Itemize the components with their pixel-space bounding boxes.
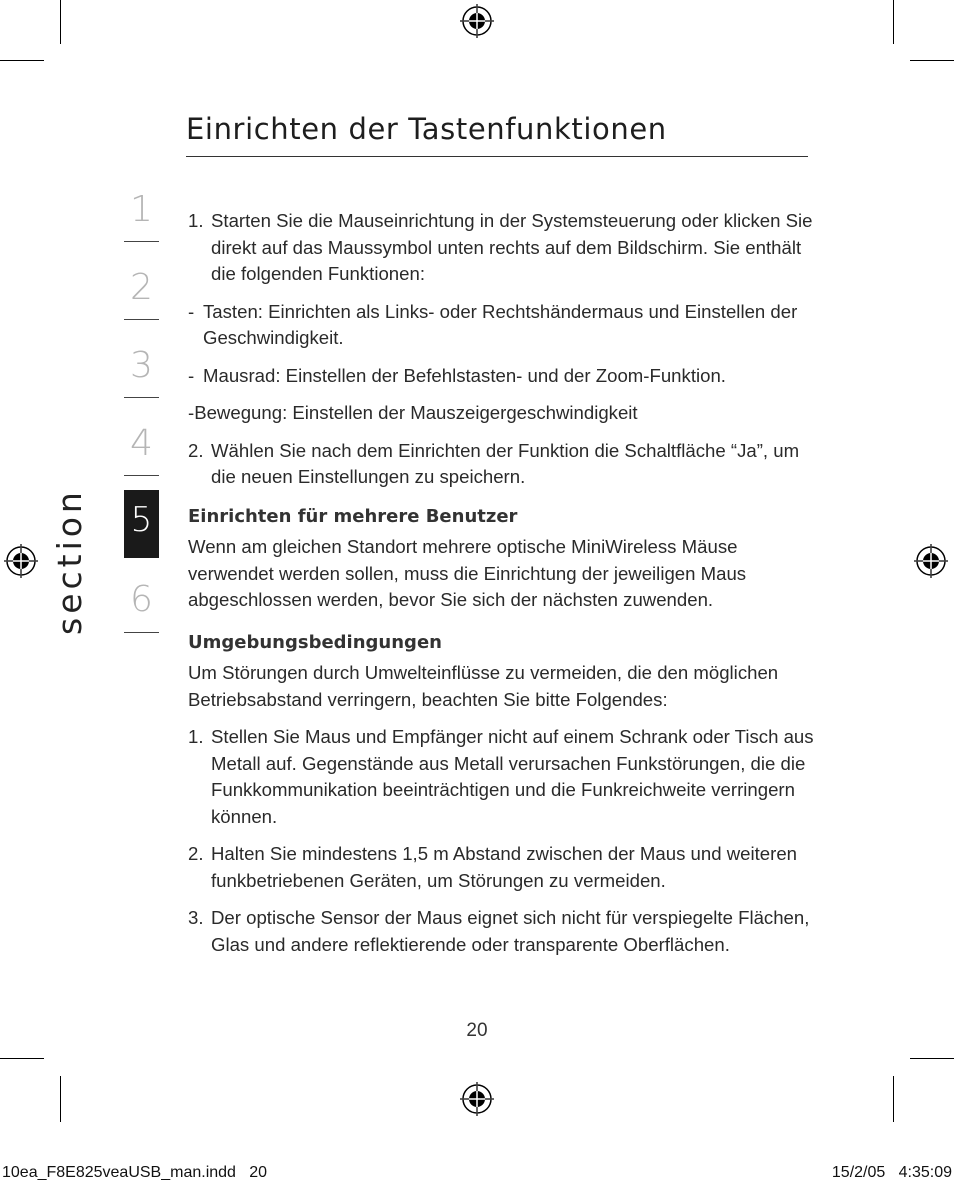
registration-mark-icon — [460, 1082, 494, 1116]
list-text: Mausrad: Einstellen der Befehlstasten- und der Zoom-Funktion. — [203, 364, 726, 386]
section-tab-4: 4 — [130, 423, 153, 464]
list-marker: 3. — [188, 907, 204, 928]
page-title: Einrichten der Tastenfunktionen — [186, 112, 808, 157]
list-item — [188, 724, 818, 830]
list-marker: - — [188, 300, 195, 322]
section-tab-2: 2 — [130, 267, 153, 308]
list-text: Tasten: Einrichten als Links- oder Rechtshändermaus und Einstellen der Geschwindigkeit. — [203, 300, 798, 348]
footer-file-name: 10ea_F8E825veaUSB_man.indd 20 — [2, 1164, 268, 1181]
crop-mark — [893, 1076, 894, 1122]
section-divider — [124, 632, 159, 633]
list-marker: - — [188, 364, 195, 386]
list-item — [188, 363, 818, 390]
list-item — [188, 905, 818, 958]
multi-user-text: Wenn am gleichen Standort mehrere optische MiniWireless Mäuse verwendet werden sollen, muss die Einrichtung der jeweiligen Maus abgeschlossen werden, bevor Sie sich der nächsten zuwenden. — [188, 536, 747, 610]
crop-mark — [910, 60, 954, 61]
section-tab-1: 1 — [130, 189, 153, 230]
list-marker: 1. — [188, 210, 204, 231]
section-tab-5-active: 5 — [124, 490, 159, 558]
list-item — [188, 438, 818, 491]
crop-mark — [893, 0, 894, 44]
section-divider — [124, 397, 159, 398]
list-marker: 2. — [188, 843, 204, 864]
environment-heading: Umgebungsbedingungen — [188, 631, 442, 653]
footer-date-time: 15/2/05 4:35:09 — [831, 1164, 952, 1181]
registration-mark-icon — [4, 544, 38, 578]
multi-user-heading: Einrichten für mehrere Benutzer — [188, 505, 518, 527]
section-divider — [124, 319, 159, 320]
crop-mark — [910, 1058, 954, 1059]
registration-mark-icon — [914, 544, 948, 578]
section-tab-6: 6 — [130, 579, 153, 620]
crop-mark — [60, 1076, 61, 1122]
section-divider — [124, 241, 159, 242]
crop-mark — [0, 60, 44, 61]
list-item — [188, 299, 818, 352]
section-tab-3: 3 — [130, 345, 153, 386]
crop-mark — [0, 1058, 44, 1059]
list-text: Wählen Sie nach dem Einrichten der Funktion die Schaltfläche “Ja”, um die neuen Einstellungen zu speichern. — [211, 439, 800, 487]
section-divider — [124, 475, 159, 476]
list-marker: 2. — [188, 439, 204, 461]
list-item — [188, 841, 818, 894]
section-label: section — [50, 488, 89, 635]
main-content — [188, 208, 818, 969]
page-number: 20 — [466, 1020, 488, 1041]
list-text: Stellen Sie Maus und Empfänger nicht auf einem Schrank oder Tisch aus Metall auf. Gegenstände aus Metall verursachen Funkstörungen, die die Funkkommunikation beeinträchtigen und die Funkreichweite verringern können. — [211, 726, 814, 827]
movement-line: -Bewegung: Einstellen der Mauszeigergeschwindigkeit — [188, 402, 638, 423]
list-text: Der optische Sensor der Maus eignet sich nicht für verspiegelte Flächen, Glas und andere reflektierende oder transparente Oberflächen. — [211, 907, 810, 955]
crop-mark — [60, 0, 61, 44]
list-item — [188, 208, 818, 288]
list-marker: 1. — [188, 726, 204, 747]
list-text: Halten Sie mindestens 1,5 m Abstand zwischen der Maus und weiteren funkbetriebenen Geräten, um Störungen zu vermeiden. — [211, 843, 798, 891]
environment-intro: Um Störungen durch Umwelteinflüsse zu vermeiden, die den möglichen Betriebsabstand verringern, beachten Sie bitte Folgendes: — [188, 662, 779, 710]
list-text: Starten Sie die Mauseinrichtung in der Systemsteuerung oder klicken Sie direkt auf das Maussymbol unten rechts auf dem Bildschirm. Sie enthält die folgenden Funktionen: — [211, 210, 813, 284]
registration-mark-icon — [460, 4, 494, 38]
